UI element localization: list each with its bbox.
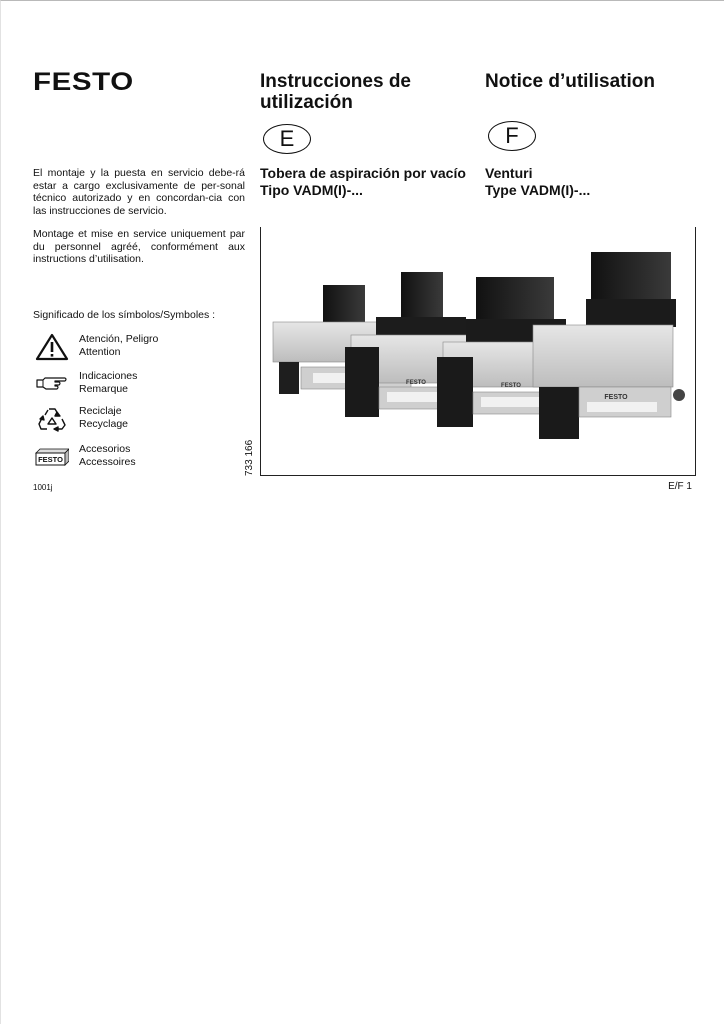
language-badge-french: F bbox=[488, 121, 536, 151]
svg-text:FESTO: FESTO bbox=[501, 383, 521, 389]
symbol-row-accessories bbox=[33, 443, 248, 473]
product-name-french: Venturi bbox=[485, 165, 533, 181]
festo-logo bbox=[33, 68, 134, 96]
festo-accessory-icon bbox=[35, 443, 69, 471]
recycle-icon bbox=[35, 405, 69, 433]
footer-code: 1001j bbox=[33, 483, 53, 492]
product-type-french: Type VADM(I)-... bbox=[485, 182, 591, 198]
ejector-module-4 bbox=[533, 252, 685, 439]
product-type-spanish: Tipo VADM(I)-... bbox=[260, 182, 363, 198]
product-name-spanish: Tobera de aspiración por vacío bbox=[260, 165, 466, 181]
product-photo bbox=[260, 227, 696, 476]
symbol-label-fr: Attention bbox=[79, 345, 121, 358]
symbol-label-fr: Recyclage bbox=[79, 417, 129, 430]
pointing-hand-icon bbox=[35, 370, 69, 398]
symbol-row-recycling bbox=[33, 405, 248, 435]
svg-text:FESTO: FESTO bbox=[604, 394, 628, 401]
symbol-label-es: Indicaciones bbox=[79, 370, 138, 382]
accessory-logo-text: FESTO bbox=[38, 455, 63, 464]
symbol-label-es: Atención, Peligro bbox=[79, 333, 159, 345]
symbols-heading: Significado de los símbolos/Symboles : bbox=[33, 309, 216, 321]
symbol-row-warning bbox=[33, 333, 248, 363]
vacuum-ejector-illustration bbox=[261, 227, 695, 475]
symbol-label-es: Accesorios bbox=[79, 443, 131, 455]
warning-triangle-icon bbox=[35, 333, 69, 361]
symbol-label-es: Reciclaje bbox=[79, 405, 122, 417]
symbol-label-fr: Accessoires bbox=[79, 455, 136, 468]
symbol-row-note bbox=[33, 370, 248, 400]
logo-text: FESTO bbox=[33, 68, 134, 96]
svg-text:FESTO: FESTO bbox=[406, 380, 426, 386]
product-french bbox=[485, 165, 705, 199]
intro-paragraph-french: Montage et mise en service uniquement par du personnel agréé, conformément aux instructions d’utilisation. bbox=[33, 228, 245, 266]
intro-paragraph-spanish: El montaje y la puesta en servicio debe-rá estar a cargo exclusivamente de per-sonal técnico autorizado y en concordan-cia con las instrucciones de servicio. bbox=[33, 167, 245, 217]
symbol-labels bbox=[79, 443, 136, 468]
language-badge-spanish: E bbox=[263, 124, 311, 154]
symbol-label-fr: Remarque bbox=[79, 382, 129, 395]
product-spanish bbox=[260, 165, 480, 199]
title-french: Notice d’utilisation bbox=[485, 71, 655, 92]
symbol-labels bbox=[79, 370, 137, 395]
symbol-labels bbox=[79, 405, 128, 430]
document-number: 733 166 bbox=[244, 439, 255, 476]
title-spanish: Instrucciones de utilización bbox=[260, 71, 411, 113]
symbol-labels bbox=[79, 333, 158, 358]
page-number: E/F 1 bbox=[668, 481, 692, 492]
